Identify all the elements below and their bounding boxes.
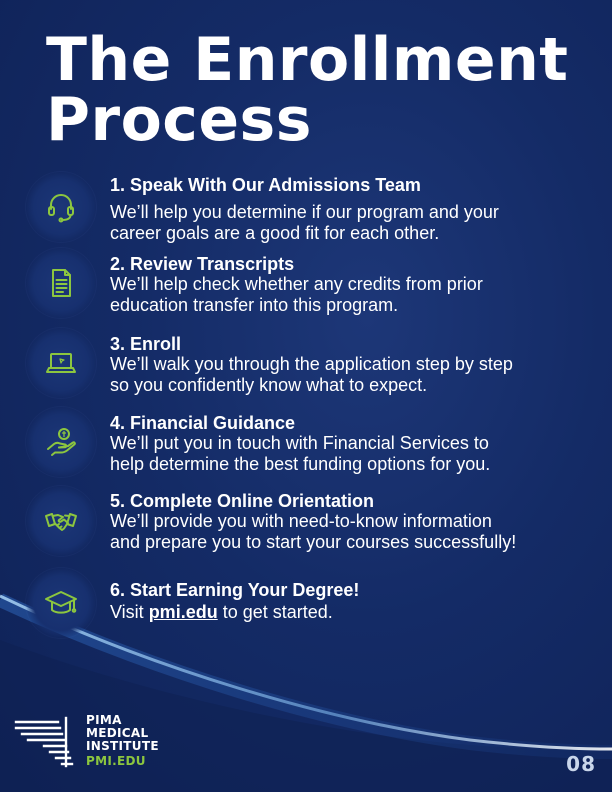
title-line-1: The Enrollment bbox=[46, 25, 569, 95]
step-2-description bbox=[110, 274, 608, 316]
step-2-line-1: We’ll help check whether any credits from prior bbox=[110, 274, 483, 294]
logo-cross-lines-icon bbox=[14, 714, 76, 770]
headset-icon bbox=[26, 172, 96, 242]
pima-medical-institute-logo bbox=[14, 712, 164, 772]
logo-line-3: INSTITUTE bbox=[86, 739, 159, 753]
step-6-suffix: to get started. bbox=[217, 602, 333, 622]
step-5-line-1: We’ll provide you with need-to-know information bbox=[110, 511, 492, 531]
step-3-description bbox=[110, 354, 608, 396]
step-2-title: 2. Review Transcripts bbox=[110, 254, 295, 274]
step-6-prefix: Visit bbox=[110, 602, 149, 622]
step-3-line-1: We’ll walk you through the application step by step bbox=[110, 354, 513, 374]
title-line-2: Process bbox=[46, 85, 312, 155]
step-1-title: 1. Speak With Our Admissions Team bbox=[110, 175, 421, 195]
handshake-icon bbox=[26, 486, 96, 556]
step-4-title: 4. Financial Guidance bbox=[110, 413, 296, 433]
step-3-line-2: so you confidently know what to expect. bbox=[110, 375, 428, 395]
step-4-description bbox=[110, 433, 608, 475]
document-icon bbox=[26, 248, 96, 318]
step-1-line-1: We’ll help you determine if our program and your bbox=[110, 202, 499, 222]
step-2-line-2: education transfer into this program. bbox=[110, 295, 399, 315]
step-4-line-2: help determine the best funding options for you. bbox=[110, 454, 491, 474]
step-4-line-1: We’ll put you in touch with Financial Services to bbox=[110, 433, 489, 453]
step-5-line-2: and prepare you to start your courses successfully! bbox=[110, 532, 517, 552]
step-6-title: 6. Start Earning Your Degree! bbox=[110, 580, 360, 600]
step-5-title: 5. Complete Online Orientation bbox=[110, 491, 375, 511]
laptop-icon bbox=[26, 328, 96, 398]
step-6-description bbox=[110, 602, 608, 623]
page-number: 08 bbox=[566, 752, 596, 776]
step-1-description bbox=[110, 202, 608, 244]
hand-coin-icon bbox=[26, 407, 96, 477]
pmi-edu-link[interactable]: pmi.edu bbox=[148, 602, 218, 622]
logo-line-1: PIMA bbox=[86, 713, 122, 727]
step-5-description bbox=[110, 511, 608, 553]
logo-line-2: MEDICAL bbox=[86, 726, 149, 740]
page-title bbox=[46, 25, 569, 155]
logo-url[interactable]: PMI.EDU bbox=[86, 754, 146, 768]
logo-text bbox=[86, 714, 159, 753]
step-1-line-2: career goals are a good fit for each other. bbox=[110, 223, 440, 243]
graduation-cap-icon bbox=[26, 568, 96, 638]
step-3-title: 3. Enroll bbox=[110, 334, 182, 354]
